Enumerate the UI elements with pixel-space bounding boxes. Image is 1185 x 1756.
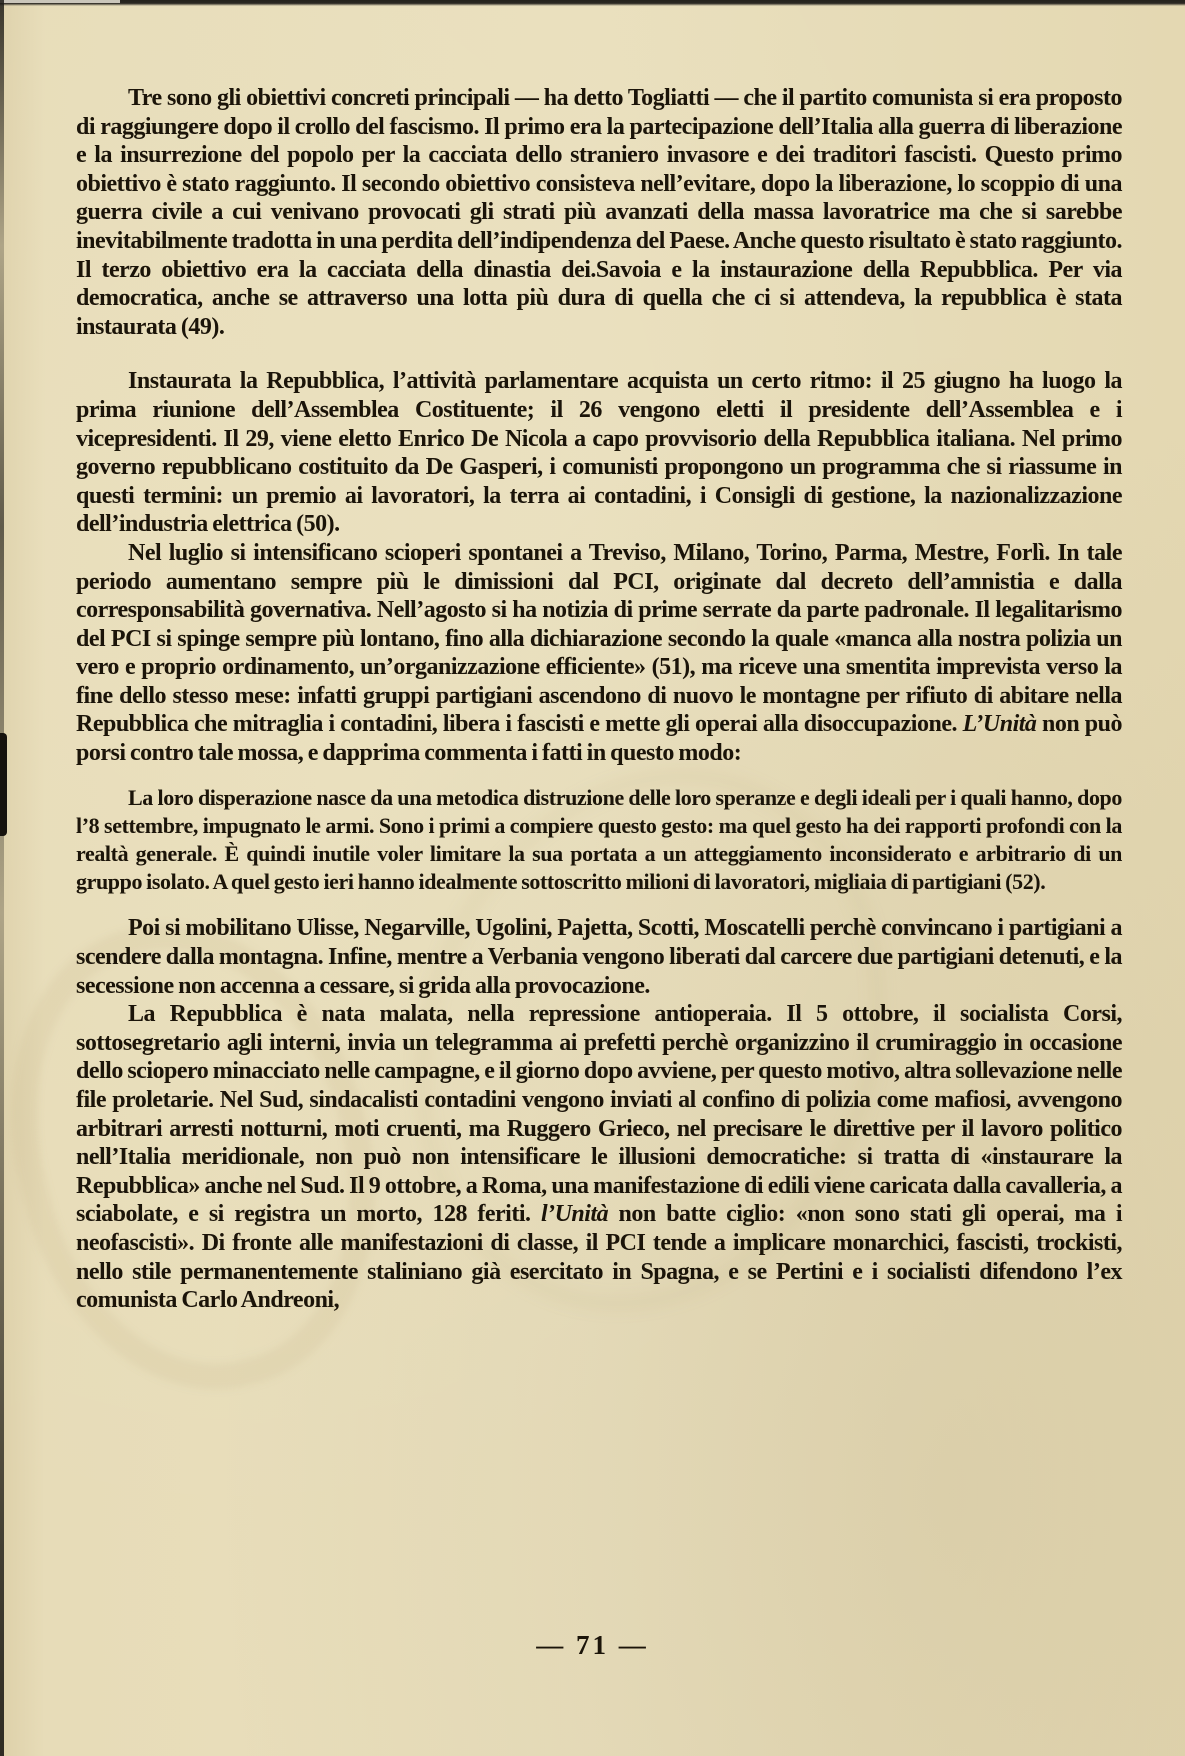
paragraph-republic-parliament: Instaurata la Repubblica, l’attività parlamentare acquista un certo ritmo: il 25 giugno ha luogo la prima riunione dell’Assemblea Costituente; il 26 vengono eletti il presidente dell’Assemblea e i vicepresidenti. Il 29, viene eletto Enrico De Nicola a capo provvisorio della Repubblica italiana. Nel primo governo repubblicano costituito da De Gasperi, i comunisti propongono un programma che si riassume in questi termini: un premio ai lavoratori, la terra ai contadini, i Consigli di gestione, la nazionalizzazione dell’industria elettrica (50).	[76, 368, 1122, 538]
paragraph-repression-tail: non batte ciglio: «non sono stati gli operai, ma i neofascisti». Di fronte alle manifestazioni di classe, il PCI tende a implicare monarchici, fascisti, trockisti, nello stile permanentemente staliniano già esercitato in Spagna, e se Pertini e i socialisti difendono l’ex comunista Carlo Andreoni,	[76, 1201, 1122, 1314]
paragraph-strikes-and-pci	[76, 539, 1122, 768]
paragraph-repression-text: La Repubblica è nata malata, nella repressione antioperaia. Il 5 ottobre, il socialista Corsi, sottosegretario agli interni, invia un telegramma ai prefetti perchè organizzino il crumiraggio in occasione dello sciopero minacciato nelle campagne, e il giorno dopo avviene, per questo motivo, altra sollevazione nelle file proletarie. Nel Sud, sindacalisti contadini vengono inviati al confino di polizia come mafiosi, avvengono arbitrari arresti notturni, moti cruenti, ma Ruggero Grieco, nel precisare le direttive per il lavoro politico nell’Italia meridionale, non può non intensificare le illusioni democratiche: si tratta di «instaurare la Repubblica» anche nel Sud. Il 9 ottobre, a Roma, una manifestazione di edili viene caricata dalla cavalleria, a sciabolate, e si registra un morto, 128 feriti.	[76, 1001, 1122, 1228]
scan-top-edge-artifact	[0, 0, 1185, 6]
scan-left-blotch-artifact	[0, 733, 7, 836]
lunita-journal-title: l’Unità	[540, 1201, 609, 1228]
paragraph-togliatti-objectives: Tre sono gli obiettivi concreti principali — ha detto Togliatti — che il partito comunista si era proposto di raggiungere dopo il crollo del fascismo. Il primo era la partecipazione dell’Italia alla guerra di liberazione e la insurrezione del popolo per la cacciata dello straniero invasore e dei traditori fascisti. Questo primo obiettivo è stato raggiunto. Il secondo obiettivo consisteva nell’evitare, dopo la liberazione, lo scoppio di una guerra civile a cui venivano provocati gli strati più avanzati della massa lavoratrice ma che si sarebbe inevitabilmente tradotta in una perdita dell’indipendenza del Paese. Anche questo risultato è stato raggiunto. Il terzo obiettivo era la cacciata della dinastia dei.Savoia e la instaurazione della Repubblica. Per via democratica, anche se attraverso una lotta più dura di quella che ci si attendeva, la repubblica è stata instaurata (49).	[76, 85, 1123, 340]
paragraph-partisan-mobilization: Poi si mobilitano Ulisse, Negarville, Ugolini, Pajetta, Scotti, Moscatelli perchè convincano i partigiani a scendere dalla montagna. Infine, mentre a Verbania vengono liberati dal carcere due partigiani detenuti, e la secessione non accenna a cessare, si grida alla provocazione.	[76, 915, 1122, 999]
page-number: — 71 —	[536, 1630, 649, 1660]
paragraph-strikes-tail: non può porsi contro tale mossa, e dapprima commenta i fatti in questo modo:	[76, 711, 1122, 767]
page-text-block	[76, 84, 1122, 1315]
lunita-quotation-block: La loro disperazione nasce da una metodica distruzione delle loro speranze e degli ideali per i quali hanno, dopo l’8 settembre, impugnato le armi. Sono i primi a compiere questo gesto: ma quel gesto ha dei rapporti profondi con la realtà generale. È quindi inutile voler limitare la sua portata a un atteggiamento inconsiderato e arbitrario di un gruppo isolato. A quel gesto ieri hanno idealmente sottoscritto milioni di lavoratori, migliaia di partigiani (52).	[76, 784, 1122, 895]
scan-top-sliver-artifact	[0, 0, 120, 3]
paragraph-republic-repression	[76, 1000, 1122, 1315]
paragraph-strikes-text: Nel luglio si intensificano scioperi spontanei a Treviso, Milano, Torino, Parma, Mestre, Forlì. In tale periodo aumentano sempre più le dimissioni dal PCI, originate dal decreto dell’amnistia e dalla corresponsabilità governativa. Nell’agosto si ha notizia di prime serrate da parte padronale. Il legalitarismo del PCI si spinge sempre più lontano, fino alla dichiarazione secondo la quale «manca alla nostra polizia un vero e proprio ordinamento, un’organizzazione efficiente» (51), ma riceve una smentita imprevista verso la fine dello stesso mese: infatti gruppi partigiani ascendono di nuovo le montagne per rifiuto di abitare nella Repubblica che mitraglia i contadini, libera i fascisti e mette gli operai alla disoccupazione.	[76, 539, 1122, 738]
lunita-journal-title: L’Unità	[962, 711, 1037, 738]
scan-left-edge-artifact	[0, 0, 4, 1756]
